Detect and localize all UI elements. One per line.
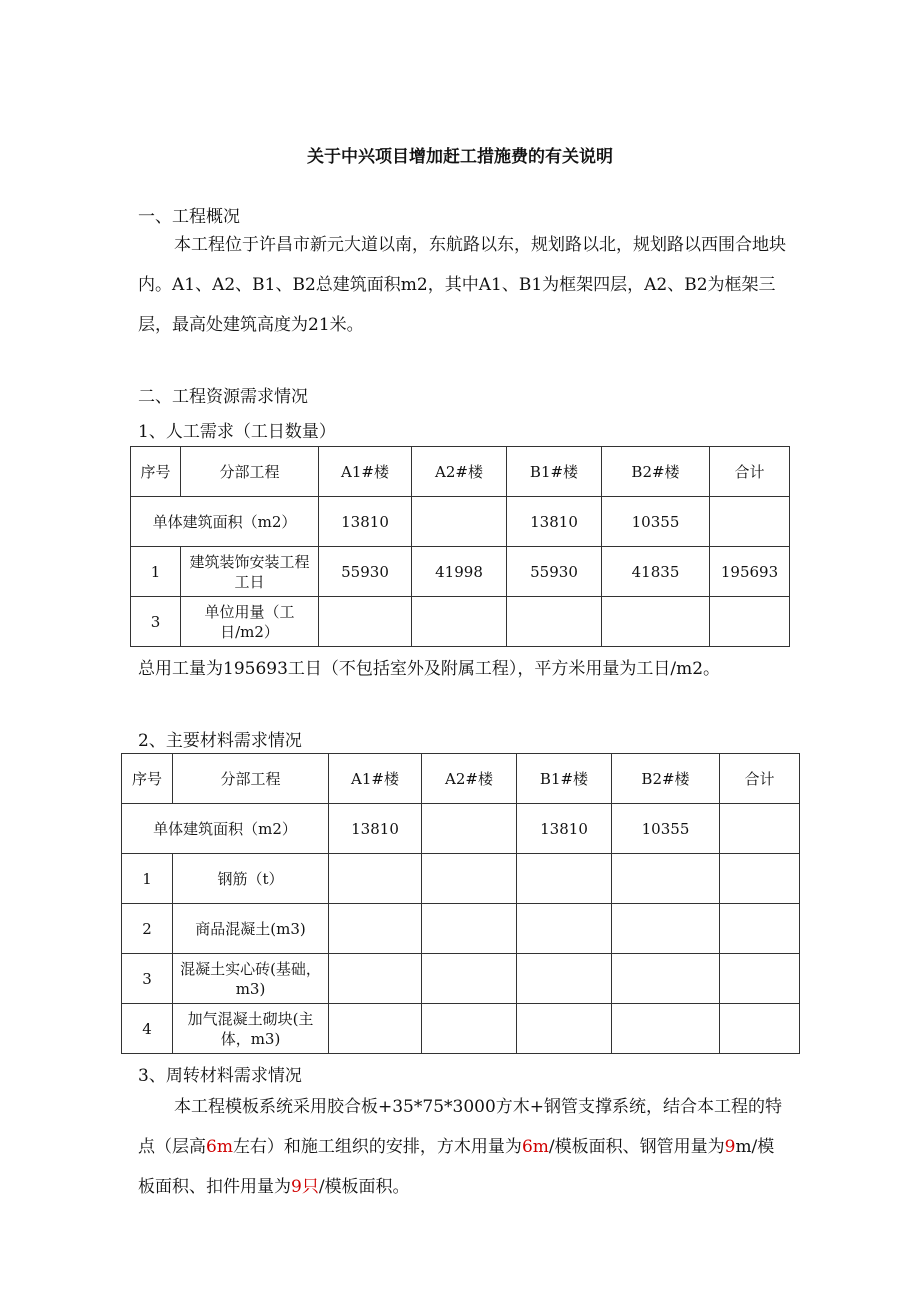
materials-table [121,753,800,1054]
table-cell: 55930 [507,547,602,597]
table-header-row [131,447,790,497]
header-cell: B2#楼 [612,754,720,804]
table-row [122,904,800,954]
row-number: 4 [122,1004,173,1054]
table-row [131,597,790,647]
table-cell [612,854,720,904]
header-cell: A2#楼 [422,754,517,804]
table-cell [329,954,422,1004]
table-cell [720,854,800,904]
header-cell: B2#楼 [602,447,710,497]
table-cell [720,1004,800,1054]
table-cell [319,597,412,647]
highlight-value: 6m [206,1137,233,1157]
table-cell [612,904,720,954]
table-cell [710,597,790,647]
header-cell: B1#楼 [507,447,602,497]
area-row [122,804,800,854]
table-header-row [122,754,800,804]
row-item: 商品混凝土(m3) [173,904,329,954]
labor-table [130,446,790,647]
row-number: 1 [131,547,181,597]
highlight-value: 9只 [291,1177,319,1197]
table-row [122,854,800,904]
table-row [131,547,790,597]
header-cell: 合计 [710,447,790,497]
formwork-text [138,1087,788,1207]
table-cell: 41835 [602,547,710,597]
header-cell: A1#楼 [319,447,412,497]
text-run: m/模板面积、扣件用量为 [138,1137,775,1197]
table-cell: 10355 [612,804,720,854]
row-number: 2 [122,904,173,954]
overview-text: 本工程位于许昌市新元大道以南，东航路以东，规划路以北，规划路以西围合地块内。A1、A2、B1、B2总建筑面积m2，其中A1、B1为框架四层，A2、B2为框架三层，最高处建筑高度为21米。 [138,235,786,335]
table-cell: 13810 [507,497,602,547]
formwork-paragraph [138,1087,788,1207]
table-cell: 10355 [602,497,710,547]
area-label: 单体建筑面积（m2） [131,497,319,547]
table-cell: 13810 [319,497,412,547]
table-cell: 13810 [329,804,422,854]
header-cell: 分部工程 [173,754,329,804]
table-cell [720,904,800,954]
header-cell: A2#楼 [412,447,507,497]
table-cell [422,954,517,1004]
section-1-heading: 一、工程概况 [138,207,240,227]
header-cell: 序号 [122,754,173,804]
table-cell: 55930 [319,547,412,597]
table-cell [710,497,790,547]
header-cell: 合计 [720,754,800,804]
table-cell [329,854,422,904]
labor-heading: 1、人工需求（工日数量） [138,422,336,442]
table-cell [422,854,517,904]
row-number: 3 [131,597,181,647]
area-row [131,497,790,547]
table-cell [329,1004,422,1054]
table-cell [412,497,507,547]
text-run: 本工程模板系统采用胶合板+35*75*3000方木+钢管支撑系统，结合本工程的特点（层高 [138,1097,783,1157]
table-cell [329,904,422,954]
table-cell [612,1004,720,1054]
table-cell [602,597,710,647]
table-cell [422,804,517,854]
highlight-value: 6m [521,1137,549,1157]
header-cell: A1#楼 [329,754,422,804]
table-cell [422,904,517,954]
table-row [122,1004,800,1054]
table-cell [720,804,800,854]
labor-summary: 总用工量为195693工日（不包括室外及附属工程），平方米用量为工日/m2。 [138,659,721,679]
text-run: 左右）和施工组织的安排，方木用量为 [232,1137,522,1157]
header-cell: 序号 [131,447,181,497]
row-item: 加气混凝土砌块(主体，m3) [173,1004,329,1054]
page-title: 关于中兴项目增加赶工措施费的有关说明 [307,147,613,167]
header-cell: B1#楼 [517,754,612,804]
table-cell [422,1004,517,1054]
table-cell [507,597,602,647]
text-run: /模板面积。 [318,1177,410,1197]
table-row [122,954,800,1004]
section-1-paragraph [138,225,788,345]
highlight-value: 9 [724,1137,736,1157]
table-cell [720,954,800,1004]
formwork-heading: 3、周转材料需求情况 [138,1066,302,1086]
row-item: 单位用量（工日/m2） [181,597,319,647]
table-cell: 195693 [710,547,790,597]
row-item: 钢筋（t） [173,854,329,904]
row-number: 1 [122,854,173,904]
table-cell [612,954,720,1004]
row-number: 3 [122,954,173,1004]
table-cell [517,1004,612,1054]
table-cell: 41998 [412,547,507,597]
table-cell [412,597,507,647]
table-cell [517,854,612,904]
table-cell: 13810 [517,804,612,854]
section-2-heading: 二、工程资源需求情况 [138,387,308,407]
header-cell: 分部工程 [181,447,319,497]
row-item: 建筑装饰安装工程工日 [181,547,319,597]
text-run: /模板面积、钢管用量为 [548,1137,725,1157]
table-cell [517,954,612,1004]
row-item: 混凝土实心砖(基础，m3) [173,954,329,1004]
materials-heading: 2、主要材料需求情况 [138,731,302,751]
table-cell [517,904,612,954]
area-label: 单体建筑面积（m2） [122,804,329,854]
